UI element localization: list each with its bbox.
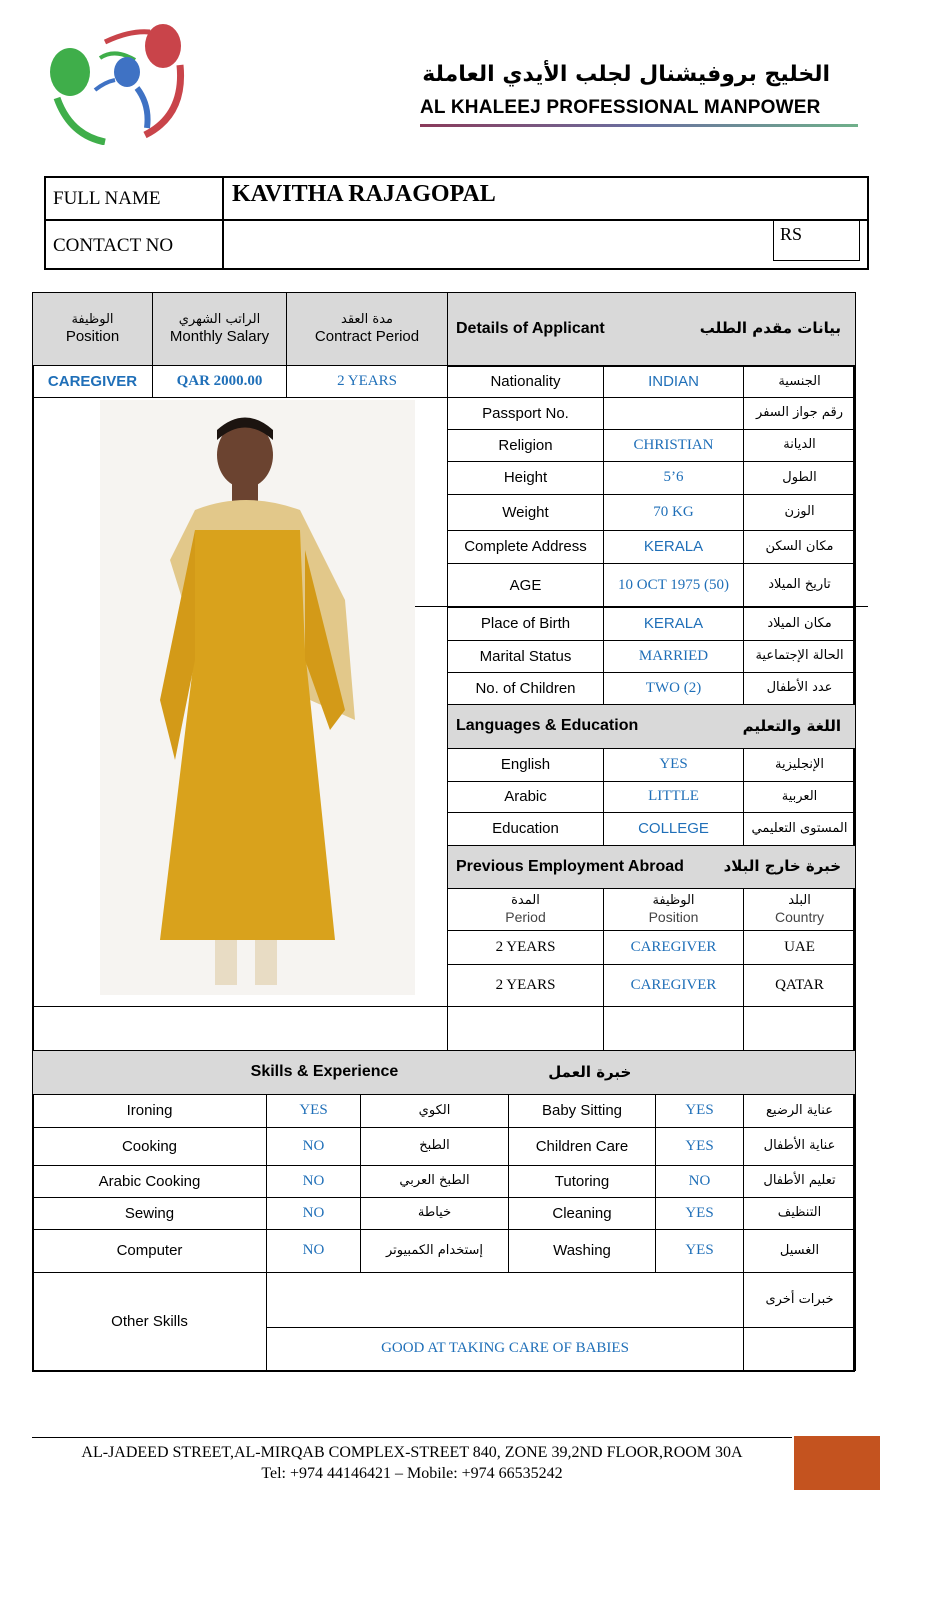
employment-col-header-1 — [603, 888, 744, 931]
skill-value: YES — [655, 1197, 744, 1230]
skill-label-arabic: تعليم الأطفال — [743, 1165, 856, 1198]
empty-cell — [603, 1006, 744, 1051]
detail-label-arabic: الوزن — [743, 494, 856, 531]
employment-country: UAE — [743, 930, 856, 965]
detail-label-arabic: الحالة الإجتماعية — [743, 640, 856, 673]
language-label-arabic: المستوى التعليمي — [743, 812, 856, 846]
language-label-arabic: الإنجليزية — [743, 748, 856, 782]
detail-value: 70 KG — [603, 494, 744, 531]
salary-value: QAR 2000.00 — [152, 365, 287, 398]
skill-label: Children Care — [508, 1127, 656, 1166]
detail-value: KERALA — [603, 530, 744, 564]
employment-col-header-0 — [447, 888, 604, 931]
full-name-value: KAVITHA RAJAGOPAL — [232, 181, 496, 207]
employment-header-arabic: الوظيفة — [652, 892, 695, 908]
employment-header-english: Period — [505, 908, 546, 925]
details-header — [447, 292, 856, 366]
identity-divider — [222, 176, 224, 270]
employment-header-english: Position — [648, 908, 699, 925]
photo-cell — [32, 397, 448, 1007]
salary-header — [152, 292, 287, 366]
contract-header-arabic: مدة العقد — [341, 311, 393, 327]
company-logo-icon — [45, 20, 190, 145]
skill-label-arabic: الطبخ العربي — [360, 1165, 509, 1198]
employment-header-arabic: البلد — [788, 892, 811, 908]
skill-label: Sewing — [32, 1197, 267, 1230]
employment-header-arabic: المدة — [511, 892, 540, 908]
detail-label: Weight — [447, 494, 604, 531]
detail-label: Complete Address — [447, 530, 604, 564]
skill-value: NO — [266, 1127, 361, 1166]
employment-country: QATAR — [743, 964, 856, 1007]
employment-header-english: Country — [774, 908, 825, 925]
detail-label-arabic: الجنسية — [743, 366, 856, 398]
detail-value: 10 OCT 1975 (50) — [603, 563, 744, 608]
detail-label: Height — [447, 461, 604, 495]
skill-label: Arabic Cooking — [32, 1165, 267, 1198]
footer-color-block — [794, 1436, 880, 1490]
skill-label: Computer — [32, 1229, 267, 1273]
skill-value: YES — [655, 1229, 744, 1273]
employment-header — [447, 845, 856, 889]
detail-value: 5’6 — [603, 461, 744, 495]
detail-label-arabic: مكان السكن — [743, 530, 856, 564]
skill-value: NO — [655, 1165, 744, 1198]
position-value: CAREGIVER — [32, 365, 153, 398]
detail-label: AGE — [447, 563, 604, 608]
skill-value: NO — [266, 1197, 361, 1230]
contract-value: 2 YEARS — [286, 365, 448, 398]
separator-line — [415, 606, 868, 607]
skill-label-arabic: خياطة — [360, 1197, 509, 1230]
language-label: Arabic — [447, 781, 604, 813]
position-header-english: Position — [65, 327, 120, 345]
employment-position: CAREGIVER — [603, 930, 744, 965]
detail-value — [603, 397, 744, 430]
language-value: YES — [603, 748, 744, 782]
empty-cell — [743, 1327, 856, 1371]
employment-period: 2 YEARS — [447, 964, 604, 1007]
detail-value: TWO (2) — [603, 672, 744, 705]
employment-col-header-2 — [743, 888, 856, 931]
skill-label-arabic: عناية الأطفال — [743, 1127, 856, 1166]
skill-value: YES — [655, 1094, 744, 1128]
footer-address: AL-JADEED STREET,AL-MIRQAB COMPLEX-STREET 840, ZONE 39,2ND FLOOR,ROOM 30A — [81, 1444, 743, 1461]
footer-phone: Tel: +974 44146421 – Mobile: +974 66535242 — [261, 1465, 563, 1482]
detail-label: Passport No. — [447, 397, 604, 430]
skill-label: Washing — [508, 1229, 656, 1273]
language-label-arabic: العربية — [743, 781, 856, 813]
skills-header — [32, 1050, 856, 1095]
employment-period: 2 YEARS — [447, 930, 604, 965]
detail-value: CHRISTIAN — [603, 429, 744, 462]
language-label: Education — [447, 812, 604, 846]
skill-label: Baby Sitting — [508, 1094, 656, 1128]
language-label: English — [447, 748, 604, 782]
employment-position: CAREGIVER — [603, 964, 744, 1007]
details-title-english: Details of Applicant — [456, 319, 605, 337]
skill-value: YES — [655, 1127, 744, 1166]
detail-label: Nationality — [447, 366, 604, 398]
languages-title-english: Languages & Education — [456, 717, 639, 735]
employment-title-english: Previous Employment Abroad — [456, 857, 684, 875]
code-box: RS — [773, 220, 860, 261]
skill-label-arabic: الطبخ — [360, 1127, 509, 1166]
detail-label-arabic: عدد الأطفال — [743, 672, 856, 705]
footer-rule — [32, 1437, 792, 1438]
skill-label-arabic: الغسيل — [743, 1229, 856, 1273]
languages-header — [447, 704, 856, 749]
skill-label: Cleaning — [508, 1197, 656, 1230]
empty-cell — [447, 1006, 604, 1051]
other-skills-label-arabic: خبرات أخرى — [743, 1272, 856, 1328]
language-value: LITTLE — [603, 781, 744, 813]
skill-label-arabic: إستخدام الكمبيوتر — [360, 1229, 509, 1273]
skill-label: Cooking — [32, 1127, 267, 1166]
employment-title-arabic: خبرة خارج البلاد — [723, 857, 841, 876]
position-header-arabic: الوظيفة — [71, 311, 114, 327]
detail-label-arabic: تاريخ الميلاد — [743, 563, 856, 608]
company-name-arabic: الخليج بروفيشنال لجلب الأيدي العاملة — [422, 62, 830, 87]
detail-label-arabic: الطول — [743, 461, 856, 495]
salary-header-arabic: الراتب الشهري — [178, 311, 261, 327]
detail-value: KERALA — [603, 607, 744, 641]
detail-label-arabic: مكان الميلاد — [743, 607, 856, 641]
language-value: COLLEGE — [603, 812, 744, 846]
skill-label-arabic: التنظيف — [743, 1197, 856, 1230]
detail-label: Religion — [447, 429, 604, 462]
empty-cell — [743, 1006, 856, 1051]
skills-title-arabic: خبرة العمل — [548, 1062, 632, 1081]
detail-value: INDIAN — [603, 366, 744, 398]
empty-cell — [32, 1006, 448, 1051]
contract-header — [286, 292, 448, 366]
detail-label: No. of Children — [447, 672, 604, 705]
header-rule — [420, 124, 858, 127]
skill-value: NO — [266, 1165, 361, 1198]
skill-label-arabic: عناية الرضيع — [743, 1094, 856, 1128]
detail-label: Marital Status — [447, 640, 604, 673]
other-skills-empty — [266, 1272, 744, 1328]
skill-value: NO — [266, 1229, 361, 1273]
full-name-label: FULL NAME — [53, 188, 161, 209]
skill-label-arabic: الكوي — [360, 1094, 509, 1128]
skill-value: YES — [266, 1094, 361, 1128]
other-skills-value: GOOD AT TAKING CARE OF BABIES — [266, 1327, 744, 1371]
contact-label: CONTACT NO — [53, 235, 174, 256]
detail-label-arabic: رقم جواز السفر — [743, 397, 856, 430]
skills-title-english: Skills & Experience — [250, 1063, 399, 1081]
salary-header-english: Monthly Salary — [169, 327, 270, 345]
identity-divider — [44, 219, 869, 221]
skill-label: Tutoring — [508, 1165, 656, 1198]
detail-label-arabic: الديانة — [743, 429, 856, 462]
position-header — [32, 292, 153, 366]
contract-header-english: Contract Period — [314, 327, 420, 345]
detail-value: MARRIED — [603, 640, 744, 673]
detail-label: Place of Birth — [447, 607, 604, 641]
company-name-english: AL KHALEEJ PROFESSIONAL MANPOWER — [420, 97, 821, 118]
details-title-arabic: بيانات مقدم الطلب — [699, 319, 841, 338]
other-skills-label: Other Skills — [32, 1272, 267, 1371]
skill-label: Ironing — [32, 1094, 267, 1128]
languages-title-arabic: اللغة والتعليم — [742, 716, 841, 735]
